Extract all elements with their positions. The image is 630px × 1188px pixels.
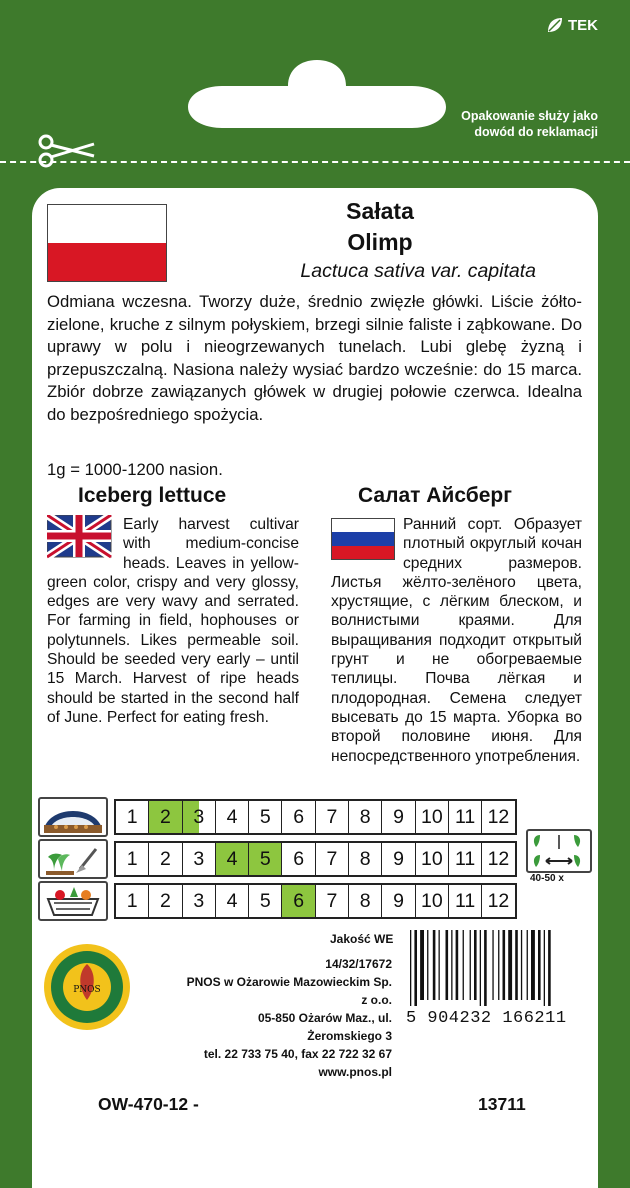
complaint-note: Opakowanie służy jako dowód do reklamacji bbox=[461, 109, 598, 139]
calendar-month-cell: 3 bbox=[183, 801, 216, 833]
description-ru-block bbox=[331, 515, 582, 766]
product-title: Sałata bbox=[346, 198, 414, 224]
batch-number: 13711 bbox=[478, 1094, 526, 1114]
harvest-basket-icon bbox=[38, 881, 108, 921]
heading-en: Iceberg lettuce bbox=[78, 484, 227, 507]
russia-flag bbox=[331, 518, 395, 560]
plant-spacing: 40-50 x bbox=[530, 873, 564, 884]
calendar-month-cell: 3 bbox=[183, 885, 216, 917]
barcode-bar bbox=[484, 930, 487, 1006]
barcode bbox=[406, 930, 582, 1028]
pnos-logo bbox=[42, 942, 132, 1032]
calendar-month-cell: 7 bbox=[316, 801, 349, 833]
barcode-bar bbox=[480, 930, 481, 1006]
barcode-bar bbox=[498, 930, 499, 1000]
barcode-bar bbox=[508, 930, 512, 1000]
barcode-bar bbox=[446, 930, 449, 1000]
barcode-bar bbox=[439, 930, 440, 1000]
calendar-month-cell: 2 bbox=[149, 801, 182, 833]
calendar-month-cell: 10 bbox=[416, 801, 449, 833]
producer-phone: tel. 22 733 75 40, fax 22 722 32 67 bbox=[203, 1047, 392, 1061]
producer-street: 05-850 Ożarów Maz., ul. Żeromskiego 3 bbox=[257, 1011, 392, 1043]
leaf-icon bbox=[546, 16, 564, 34]
calendar-month-cell: 6 bbox=[282, 885, 315, 917]
producer-address bbox=[180, 955, 392, 1081]
poland-flag bbox=[47, 204, 167, 282]
calendar-month-cell: 5 bbox=[249, 885, 282, 917]
calendar-row-harvest bbox=[114, 883, 517, 919]
hang-hole bbox=[188, 60, 446, 128]
calendar-month-cell: 12 bbox=[487, 805, 510, 828]
calendar-month-cell: 7 bbox=[316, 843, 349, 875]
plant-spacing-icon bbox=[526, 829, 592, 873]
barcode-bars bbox=[406, 930, 582, 1006]
calendar-month-cell: 11 bbox=[449, 843, 482, 875]
svg-text:PNOS: PNOS bbox=[73, 985, 101, 995]
calendar-month-cell: 4 bbox=[216, 843, 249, 875]
variety-name: Olimp bbox=[347, 229, 413, 255]
barcode-bar bbox=[456, 930, 459, 1000]
calendar-month-cell: 10 bbox=[416, 843, 449, 875]
calendar-row-planting bbox=[114, 841, 517, 877]
barcode-bar bbox=[527, 930, 528, 1000]
calendar-month-cell: 11 bbox=[449, 885, 482, 917]
calendar-month-cell: 9 bbox=[382, 843, 415, 875]
barcode-bar bbox=[521, 930, 522, 1000]
calendar-month-cell: 4 bbox=[216, 801, 249, 833]
calendar-row-sowing bbox=[114, 799, 517, 835]
barcode-bar bbox=[531, 930, 535, 1000]
calendar-month-cell: 5 bbox=[249, 843, 282, 875]
calendar-month-cell: 12 bbox=[487, 889, 510, 912]
calendar-month-cell: 6 bbox=[282, 801, 315, 833]
calendar-month-cell: 8 bbox=[349, 885, 382, 917]
calendar-month-cell: 8 bbox=[349, 801, 382, 833]
calendar-month-cell: 4 bbox=[216, 885, 249, 917]
uk-flag bbox=[47, 515, 117, 563]
barcode-bar bbox=[474, 930, 477, 1000]
barcode-number: 5 904232 166211 bbox=[406, 1009, 567, 1028]
barcode-bar bbox=[503, 930, 506, 1000]
producer-name: PNOS w Ożarowie Mazowieckim Sp. z o.o. bbox=[186, 975, 392, 1007]
calendar-month-cell: 3 bbox=[183, 843, 216, 875]
barcode-bar bbox=[451, 930, 452, 1000]
calendar-month-cell: 6 bbox=[282, 843, 315, 875]
description-en: Early harvest cultivar with medium-concise heads. Leaves in yellow-green color, crispy and very glossy, edges are very wavy and serrated. For farming in field, hophouses or polytunnels. Likes permeable soil. Should be seeded very early – until 15 March. Harvest of ripe heads should be started in the second half of June. Perfect for eating fresh. bbox=[47, 516, 299, 726]
barcode-bar bbox=[463, 930, 464, 1000]
calendar-month-cell: 9 bbox=[382, 801, 415, 833]
calendar-month-cell: 9 bbox=[382, 885, 415, 917]
tek-brand bbox=[546, 16, 598, 34]
tunnel-sowing-icon bbox=[38, 797, 108, 837]
barcode-bar bbox=[420, 930, 424, 1000]
tek-label: TEK bbox=[568, 16, 598, 34]
heading-ru: Салат Айсберг bbox=[358, 484, 512, 507]
barcode-bar bbox=[492, 930, 493, 1000]
planting-out-icon bbox=[38, 839, 108, 879]
description-pl: Odmiana wczesna. Tworzy duże, średnio zwięzłe główki. Liście żółto-zielone, kruche z silnym połyskiem, brzegi silnie faliste i ząbkowane. Do uprawy w polu i nieogrzewanych tunelach. Lubi glebę żyzną i przepuszczalną. Nasiona należy wysiać bardzo wcześnie: do 15 marca. Zbiór dobrze zawiązanych główek w drugiej połowie czerwca. Idealna do bezpośredniego spożycia. bbox=[47, 292, 582, 424]
barcode-bar bbox=[538, 930, 541, 1000]
calendar-month-cell: 1 bbox=[116, 843, 149, 875]
barcode-bar bbox=[470, 930, 471, 1000]
product-code: OW-470-12 - bbox=[98, 1094, 199, 1114]
barcode-bar bbox=[433, 930, 436, 1000]
calendar-month-cell: 1 bbox=[116, 885, 149, 917]
latin-name: Lactuca sativa var. capitata bbox=[300, 260, 536, 282]
calendar-month-cell: 1 bbox=[116, 801, 149, 833]
quality-label: Jakość WE bbox=[330, 932, 394, 946]
barcode-bar bbox=[544, 930, 545, 1006]
description-en-block bbox=[47, 515, 299, 727]
calendar-month-cell: 2 bbox=[149, 885, 182, 917]
producer-reg: 14/32/17672 bbox=[325, 957, 392, 971]
calendar-month-cell: 12 bbox=[487, 847, 510, 870]
barcode-bar bbox=[410, 930, 411, 1006]
scissors-icon bbox=[36, 130, 96, 170]
barcode-bar bbox=[414, 930, 417, 1006]
calendar-month-cell: 7 bbox=[316, 885, 349, 917]
calendar-month-cell: 2 bbox=[149, 843, 182, 875]
calendar-month-cell: 5 bbox=[249, 801, 282, 833]
calendar-month-cell: 8 bbox=[349, 843, 382, 875]
barcode-bar bbox=[515, 930, 518, 1000]
description-ru: Ранний сорт. Образует плотный округлый кочан средних размеров. Листья жёлто-зелёного цвета, хрустящие, с лёгким блеском, и волнистыми краями. Для выращивания подходит открытый грунт и не обогреваемые теплицы. Почва лёгкая и плодородная. Семена следует высевать до 15 марта. Уборка во второй половине июня. Для непосредственного употребления. bbox=[331, 516, 582, 765]
producer-website: www.pnos.pl bbox=[318, 1065, 392, 1079]
calendar-month-cell: 11 bbox=[449, 801, 482, 833]
calendar-month-cell: 10 bbox=[416, 885, 449, 917]
barcode-bar bbox=[427, 930, 428, 1000]
seed-count: 1g = 1000-1200 nasion. bbox=[47, 460, 223, 479]
barcode-bar bbox=[548, 930, 551, 1006]
